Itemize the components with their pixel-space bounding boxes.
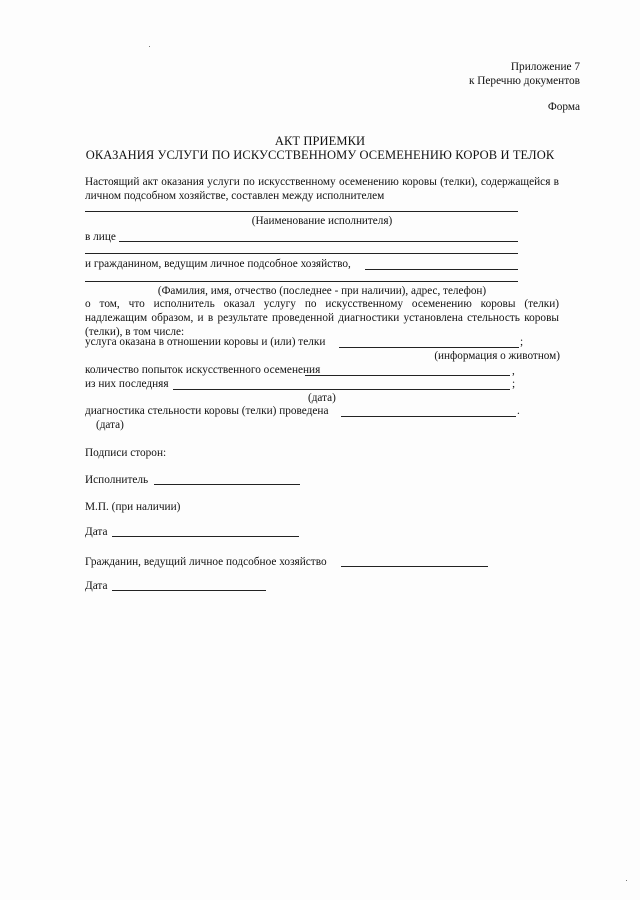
attempts-comma: , (512, 365, 515, 377)
last-attempt-label: из них последняя (85, 378, 169, 390)
diagnostics-label: диагностика стельности коровы (телки) проведена (85, 405, 329, 417)
intro-paragraph: Настоящий акт оказания услуги по искусственному осеменению коровы (телки), содержащейся в личном подсобном хозяйстве, составлен между исполнителем (85, 176, 559, 202)
citizen-label: и гражданином, ведущим личное подсобное хозяйство, (85, 258, 351, 270)
last-attempt-date-hint: (дата) (308, 392, 336, 404)
document-subtitle: ОКАЗАНИЯ УСЛУГИ ПО ИСКУССТВЕННОМУ ОСЕМЕНЕНИЮ КОРОВ И ТЕЛОК (85, 148, 555, 162)
appendix-number: Приложение 7 (510, 61, 580, 73)
citizen-field[interactable] (365, 269, 518, 270)
citizen-date-label: Дата (85, 580, 108, 592)
executor-date-label: Дата (85, 526, 108, 538)
citizen-hint: (Фамилия, имя, отчество (последнее - при наличии), адрес, телефон) (157, 285, 487, 297)
attempts-label: количество попыток искусственного осеменения (85, 364, 321, 376)
diagnostics-date-field[interactable] (341, 416, 516, 417)
attempts-field[interactable] (305, 375, 510, 376)
document-title: АКТ ПРИЕМКИ (274, 134, 366, 148)
animal-hint: (информация о животном) (434, 350, 560, 362)
executor-signature-field[interactable] (154, 484, 300, 485)
scan-speck (149, 46, 150, 47)
citizen-field-continued[interactable] (85, 281, 518, 282)
animal-field-semicolon: ; (520, 336, 524, 348)
signatures-heading: Подписи сторон: (85, 447, 167, 459)
form-label: Форма (547, 101, 580, 113)
citizen-date-field[interactable] (112, 590, 266, 591)
scan-speck-corner (626, 880, 627, 881)
diagnostics-period: . (517, 405, 520, 417)
statement-paragraph: о том, что исполнитель оказал услугу по искусственному осеменению коровы (телки) надлежащим образом, и в результате проведенной диагностики установлена стельность коровы (телки), в том числе: (85, 298, 559, 338)
last-attempt-semicolon: ; (512, 378, 516, 390)
in-person-field-continued[interactable] (85, 253, 518, 254)
appendix-reference: к Перечню документов (468, 75, 580, 87)
executor-name-field[interactable] (85, 211, 518, 212)
service-label: услуга оказана в отношении коровы и (или) телки (85, 336, 326, 348)
stamp-label: М.П. (при наличии) (85, 501, 181, 513)
in-person-field[interactable] (119, 241, 518, 242)
executor-signature-label: Исполнитель (85, 474, 149, 486)
last-attempt-field[interactable] (173, 389, 510, 390)
executor-name-hint: (Наименование исполнителя) (251, 215, 393, 227)
executor-date-field[interactable] (112, 536, 299, 537)
in-person-label: в лице (85, 231, 116, 243)
citizen-signature-field[interactable] (341, 566, 488, 567)
citizen-signature-label: Гражданин, ведущий личное подсобное хозяйство (85, 556, 327, 568)
animal-field[interactable] (339, 347, 519, 348)
diagnostics-date-hint: (дата) (96, 419, 124, 431)
